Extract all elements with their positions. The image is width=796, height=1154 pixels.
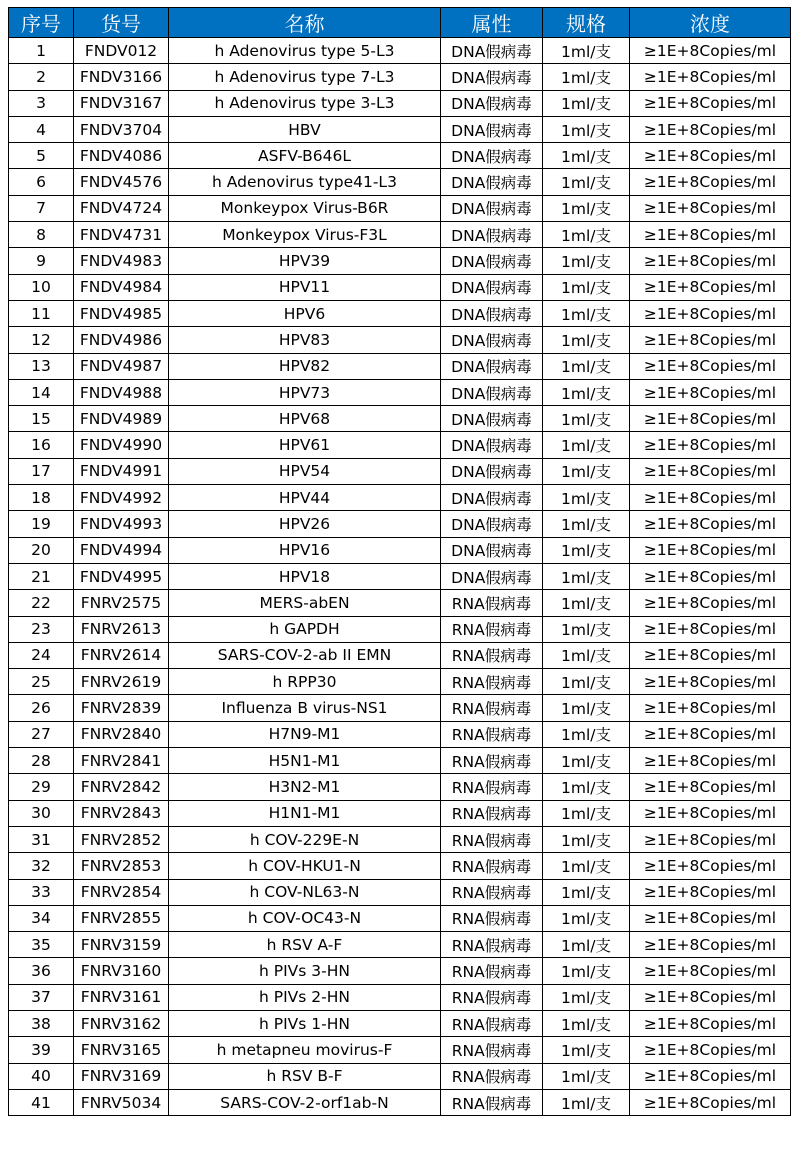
- cell-catalog-number: FNDV4985: [74, 300, 169, 326]
- cell-catalog-number: FNDV4576: [74, 169, 169, 195]
- table-row: [9, 826, 791, 852]
- table-row: [9, 1089, 791, 1115]
- cell-concentration: ≥1E+8Copies/ml: [630, 1037, 791, 1063]
- cell-index: 10: [9, 274, 74, 300]
- cell-attribute: DNA假病毒: [441, 511, 543, 537]
- cell-specification: 1ml/支: [543, 64, 630, 90]
- table-row: [9, 721, 791, 747]
- cell-catalog-number: FNRV2839: [74, 695, 169, 721]
- cell-specification: 1ml/支: [543, 300, 630, 326]
- cell-attribute: DNA假病毒: [441, 300, 543, 326]
- cell-catalog-number: FNRV2843: [74, 800, 169, 826]
- cell-index: 33: [9, 879, 74, 905]
- cell-attribute: DNA假病毒: [441, 274, 543, 300]
- table-row: [9, 537, 791, 563]
- table-row: [9, 353, 791, 379]
- cell-index: 35: [9, 932, 74, 958]
- cell-name: HBV: [169, 116, 441, 142]
- cell-attribute: DNA假病毒: [441, 458, 543, 484]
- cell-name: HPV6: [169, 300, 441, 326]
- cell-name: h GAPDH: [169, 616, 441, 642]
- cell-concentration: ≥1E+8Copies/ml: [630, 327, 791, 353]
- cell-attribute: RNA假病毒: [441, 616, 543, 642]
- cell-specification: 1ml/支: [543, 432, 630, 458]
- table-row: [9, 116, 791, 142]
- cell-attribute: DNA假病毒: [441, 90, 543, 116]
- cell-name: h RPP30: [169, 669, 441, 695]
- cell-index: 37: [9, 984, 74, 1010]
- header-attribute: 属性: [441, 8, 543, 38]
- cell-concentration: ≥1E+8Copies/ml: [630, 695, 791, 721]
- cell-attribute: DNA假病毒: [441, 537, 543, 563]
- cell-specification: 1ml/支: [543, 327, 630, 353]
- cell-catalog-number: FNRV2842: [74, 774, 169, 800]
- cell-attribute: RNA假病毒: [441, 1089, 543, 1115]
- cell-specification: 1ml/支: [543, 458, 630, 484]
- cell-name: h PIVs 2-HN: [169, 984, 441, 1010]
- cell-name: h COV-NL63-N: [169, 879, 441, 905]
- cell-catalog-number: FNRV2619: [74, 669, 169, 695]
- cell-catalog-number: FNRV3169: [74, 1063, 169, 1089]
- cell-concentration: ≥1E+8Copies/ml: [630, 90, 791, 116]
- cell-attribute: RNA假病毒: [441, 774, 543, 800]
- cell-concentration: ≥1E+8Copies/ml: [630, 485, 791, 511]
- cell-specification: 1ml/支: [543, 248, 630, 274]
- table-row: [9, 169, 791, 195]
- cell-name: HPV83: [169, 327, 441, 353]
- cell-index: 22: [9, 590, 74, 616]
- table-row: [9, 932, 791, 958]
- cell-name: HPV68: [169, 406, 441, 432]
- cell-name: SARS-COV-2-ab II EMN: [169, 642, 441, 668]
- cell-concentration: ≥1E+8Copies/ml: [630, 721, 791, 747]
- cell-index: 30: [9, 800, 74, 826]
- cell-name: HPV18: [169, 563, 441, 589]
- cell-catalog-number: FNRV2613: [74, 616, 169, 642]
- cell-concentration: ≥1E+8Copies/ml: [630, 984, 791, 1010]
- cell-specification: 1ml/支: [543, 406, 630, 432]
- cell-specification: 1ml/支: [543, 1089, 630, 1115]
- cell-catalog-number: FNDV4724: [74, 195, 169, 221]
- cell-index: 17: [9, 458, 74, 484]
- cell-catalog-number: FNRV2852: [74, 826, 169, 852]
- cell-concentration: ≥1E+8Copies/ml: [630, 116, 791, 142]
- cell-specification: 1ml/支: [543, 669, 630, 695]
- cell-concentration: ≥1E+8Copies/ml: [630, 458, 791, 484]
- cell-specification: 1ml/支: [543, 1063, 630, 1089]
- header-name: 名称: [169, 8, 441, 38]
- cell-catalog-number: FNRV3165: [74, 1037, 169, 1063]
- cell-catalog-number: FNRV3160: [74, 958, 169, 984]
- cell-name: H1N1-M1: [169, 800, 441, 826]
- cell-name: h PIVs 3-HN: [169, 958, 441, 984]
- cell-attribute: RNA假病毒: [441, 879, 543, 905]
- cell-attribute: RNA假病毒: [441, 1010, 543, 1036]
- cell-name: Influenza B virus-NS1: [169, 695, 441, 721]
- cell-attribute: DNA假病毒: [441, 353, 543, 379]
- cell-index: 7: [9, 195, 74, 221]
- cell-name: h COV-OC43-N: [169, 905, 441, 931]
- cell-index: 41: [9, 1089, 74, 1115]
- cell-concentration: ≥1E+8Copies/ml: [630, 748, 791, 774]
- cell-specification: 1ml/支: [543, 774, 630, 800]
- cell-specification: 1ml/支: [543, 879, 630, 905]
- cell-concentration: ≥1E+8Copies/ml: [630, 669, 791, 695]
- cell-catalog-number: FNDV4086: [74, 143, 169, 169]
- cell-specification: 1ml/支: [543, 826, 630, 852]
- cell-specification: 1ml/支: [543, 853, 630, 879]
- table-row: [9, 379, 791, 405]
- cell-index: 16: [9, 432, 74, 458]
- cell-name: HPV54: [169, 458, 441, 484]
- cell-catalog-number: FNRV2854: [74, 879, 169, 905]
- table-row: [9, 300, 791, 326]
- cell-catalog-number: FNDV4987: [74, 353, 169, 379]
- cell-specification: 1ml/支: [543, 984, 630, 1010]
- cell-catalog-number: FNDV4988: [74, 379, 169, 405]
- header-index: 序号: [9, 8, 74, 38]
- cell-catalog-number: FNDV4995: [74, 563, 169, 589]
- cell-catalog-number: FNRV2575: [74, 590, 169, 616]
- cell-catalog-number: FNDV4990: [74, 432, 169, 458]
- cell-concentration: ≥1E+8Copies/ml: [630, 537, 791, 563]
- cell-attribute: DNA假病毒: [441, 248, 543, 274]
- cell-attribute: RNA假病毒: [441, 669, 543, 695]
- cell-name: h Adenovirus type 7-L3: [169, 64, 441, 90]
- cell-index: 14: [9, 379, 74, 405]
- cell-name: HPV73: [169, 379, 441, 405]
- cell-catalog-number: FNDV4991: [74, 458, 169, 484]
- cell-index: 28: [9, 748, 74, 774]
- cell-catalog-number: FNRV2841: [74, 748, 169, 774]
- table-row: [9, 1010, 791, 1036]
- cell-catalog-number: FNDV3167: [74, 90, 169, 116]
- cell-specification: 1ml/支: [543, 274, 630, 300]
- cell-index: 36: [9, 958, 74, 984]
- cell-attribute: DNA假病毒: [441, 64, 543, 90]
- cell-concentration: ≥1E+8Copies/ml: [630, 800, 791, 826]
- table-header-row: [9, 8, 791, 38]
- cell-index: 12: [9, 327, 74, 353]
- cell-index: 34: [9, 905, 74, 931]
- cell-name: ASFV-B646L: [169, 143, 441, 169]
- cell-catalog-number: FNDV3704: [74, 116, 169, 142]
- cell-attribute: DNA假病毒: [441, 38, 543, 64]
- table-row: [9, 748, 791, 774]
- cell-concentration: ≥1E+8Copies/ml: [630, 353, 791, 379]
- table-row: [9, 458, 791, 484]
- table-row: [9, 984, 791, 1010]
- cell-specification: 1ml/支: [543, 721, 630, 747]
- cell-attribute: RNA假病毒: [441, 853, 543, 879]
- cell-name: h metapneu movirus-F: [169, 1037, 441, 1063]
- table-row: [9, 958, 791, 984]
- cell-specification: 1ml/支: [543, 958, 630, 984]
- table-row: [9, 774, 791, 800]
- header-specification: 规格: [543, 8, 630, 38]
- cell-specification: 1ml/支: [543, 905, 630, 931]
- cell-concentration: ≥1E+8Copies/ml: [630, 826, 791, 852]
- cell-index: 23: [9, 616, 74, 642]
- table-row: [9, 853, 791, 879]
- cell-catalog-number: FNRV5034: [74, 1089, 169, 1115]
- cell-attribute: DNA假病毒: [441, 195, 543, 221]
- cell-specification: 1ml/支: [543, 222, 630, 248]
- cell-catalog-number: FNRV2840: [74, 721, 169, 747]
- table-row: [9, 195, 791, 221]
- cell-index: 19: [9, 511, 74, 537]
- cell-concentration: ≥1E+8Copies/ml: [630, 642, 791, 668]
- cell-concentration: ≥1E+8Copies/ml: [630, 64, 791, 90]
- cell-catalog-number: FNDV4994: [74, 537, 169, 563]
- cell-name: HPV11: [169, 274, 441, 300]
- cell-attribute: DNA假病毒: [441, 169, 543, 195]
- table-row: [9, 38, 791, 64]
- cell-catalog-number: FNRV2855: [74, 905, 169, 931]
- cell-name: Monkeypox Virus-F3L: [169, 222, 441, 248]
- cell-concentration: ≥1E+8Copies/ml: [630, 932, 791, 958]
- table-row: [9, 511, 791, 537]
- cell-attribute: DNA假病毒: [441, 116, 543, 142]
- table-row: [9, 143, 791, 169]
- cell-attribute: RNA假病毒: [441, 932, 543, 958]
- cell-catalog-number: FNRV3159: [74, 932, 169, 958]
- cell-concentration: ≥1E+8Copies/ml: [630, 1089, 791, 1115]
- cell-name: h COV-229E-N: [169, 826, 441, 852]
- cell-index: 3: [9, 90, 74, 116]
- cell-attribute: DNA假病毒: [441, 406, 543, 432]
- cell-concentration: ≥1E+8Copies/ml: [630, 511, 791, 537]
- cell-attribute: DNA假病毒: [441, 563, 543, 589]
- table-row: [9, 879, 791, 905]
- cell-specification: 1ml/支: [543, 616, 630, 642]
- cell-specification: 1ml/支: [543, 169, 630, 195]
- cell-catalog-number: FNDV4731: [74, 222, 169, 248]
- cell-index: 18: [9, 485, 74, 511]
- cell-specification: 1ml/支: [543, 563, 630, 589]
- table-row: [9, 800, 791, 826]
- cell-specification: 1ml/支: [543, 748, 630, 774]
- cell-name: H7N9-M1: [169, 721, 441, 747]
- cell-index: 13: [9, 353, 74, 379]
- cell-name: h Adenovirus type41-L3: [169, 169, 441, 195]
- cell-attribute: DNA假病毒: [441, 432, 543, 458]
- cell-concentration: ≥1E+8Copies/ml: [630, 274, 791, 300]
- cell-index: 1: [9, 38, 74, 64]
- cell-catalog-number: FNDV4989: [74, 406, 169, 432]
- cell-name: HPV39: [169, 248, 441, 274]
- cell-name: h RSV B-F: [169, 1063, 441, 1089]
- table-body: [9, 38, 791, 1116]
- cell-specification: 1ml/支: [543, 537, 630, 563]
- cell-catalog-number: FNRV3161: [74, 984, 169, 1010]
- cell-attribute: DNA假病毒: [441, 222, 543, 248]
- cell-concentration: ≥1E+8Copies/ml: [630, 1063, 791, 1089]
- cell-catalog-number: FNDV012: [74, 38, 169, 64]
- table-row: [9, 905, 791, 931]
- cell-index: 32: [9, 853, 74, 879]
- cell-concentration: ≥1E+8Copies/ml: [630, 248, 791, 274]
- cell-attribute: RNA假病毒: [441, 590, 543, 616]
- cell-concentration: ≥1E+8Copies/ml: [630, 853, 791, 879]
- cell-attribute: RNA假病毒: [441, 984, 543, 1010]
- header-catalog-number: 货号: [74, 8, 169, 38]
- cell-index: 6: [9, 169, 74, 195]
- cell-specification: 1ml/支: [543, 511, 630, 537]
- table-row: [9, 590, 791, 616]
- cell-name: HPV44: [169, 485, 441, 511]
- cell-index: 25: [9, 669, 74, 695]
- table-row: [9, 248, 791, 274]
- cell-attribute: DNA假病毒: [441, 379, 543, 405]
- cell-specification: 1ml/支: [543, 195, 630, 221]
- cell-catalog-number: FNDV4986: [74, 327, 169, 353]
- cell-attribute: RNA假病毒: [441, 800, 543, 826]
- cell-concentration: ≥1E+8Copies/ml: [630, 958, 791, 984]
- cell-name: h COV-HKU1-N: [169, 853, 441, 879]
- table-row: [9, 274, 791, 300]
- cell-name: H3N2-M1: [169, 774, 441, 800]
- cell-concentration: ≥1E+8Copies/ml: [630, 300, 791, 326]
- cell-name: SARS-COV-2-orf1ab-N: [169, 1089, 441, 1115]
- cell-specification: 1ml/支: [543, 642, 630, 668]
- cell-name: HPV26: [169, 511, 441, 537]
- cell-index: 38: [9, 1010, 74, 1036]
- cell-concentration: ≥1E+8Copies/ml: [630, 590, 791, 616]
- cell-specification: 1ml/支: [543, 800, 630, 826]
- cell-index: 4: [9, 116, 74, 142]
- cell-specification: 1ml/支: [543, 38, 630, 64]
- cell-index: 27: [9, 721, 74, 747]
- cell-concentration: ≥1E+8Copies/ml: [630, 616, 791, 642]
- cell-specification: 1ml/支: [543, 695, 630, 721]
- product-table: [8, 7, 791, 1116]
- cell-concentration: ≥1E+8Copies/ml: [630, 563, 791, 589]
- table-row: [9, 695, 791, 721]
- cell-name: HPV61: [169, 432, 441, 458]
- table-row: [9, 1037, 791, 1063]
- cell-specification: 1ml/支: [543, 116, 630, 142]
- cell-catalog-number: FNDV4993: [74, 511, 169, 537]
- cell-attribute: RNA假病毒: [441, 905, 543, 931]
- cell-specification: 1ml/支: [543, 90, 630, 116]
- cell-index: 21: [9, 563, 74, 589]
- cell-concentration: ≥1E+8Copies/ml: [630, 432, 791, 458]
- cell-attribute: DNA假病毒: [441, 327, 543, 353]
- table-row: [9, 327, 791, 353]
- cell-catalog-number: FNDV4992: [74, 485, 169, 511]
- cell-specification: 1ml/支: [543, 1010, 630, 1036]
- cell-index: 20: [9, 537, 74, 563]
- cell-specification: 1ml/支: [543, 590, 630, 616]
- cell-index: 8: [9, 222, 74, 248]
- cell-attribute: RNA假病毒: [441, 642, 543, 668]
- cell-concentration: ≥1E+8Copies/ml: [630, 169, 791, 195]
- cell-name: H5N1-M1: [169, 748, 441, 774]
- cell-index: 39: [9, 1037, 74, 1063]
- cell-attribute: RNA假病毒: [441, 1037, 543, 1063]
- table-row: [9, 616, 791, 642]
- cell-attribute: RNA假病毒: [441, 826, 543, 852]
- cell-specification: 1ml/支: [543, 1037, 630, 1063]
- cell-index: 26: [9, 695, 74, 721]
- cell-index: 11: [9, 300, 74, 326]
- cell-attribute: RNA假病毒: [441, 958, 543, 984]
- cell-index: 5: [9, 143, 74, 169]
- cell-specification: 1ml/支: [543, 379, 630, 405]
- cell-catalog-number: FNDV4984: [74, 274, 169, 300]
- cell-name: MERS-abEN: [169, 590, 441, 616]
- table-row: [9, 222, 791, 248]
- cell-index: 9: [9, 248, 74, 274]
- table-row: [9, 406, 791, 432]
- table-row: [9, 563, 791, 589]
- table-row: [9, 90, 791, 116]
- table-row: [9, 64, 791, 90]
- cell-index: 2: [9, 64, 74, 90]
- cell-concentration: ≥1E+8Copies/ml: [630, 774, 791, 800]
- cell-specification: 1ml/支: [543, 932, 630, 958]
- cell-index: 15: [9, 406, 74, 432]
- cell-attribute: RNA假病毒: [441, 748, 543, 774]
- cell-catalog-number: FNDV3166: [74, 64, 169, 90]
- cell-concentration: ≥1E+8Copies/ml: [630, 905, 791, 931]
- table-row: [9, 669, 791, 695]
- cell-concentration: ≥1E+8Copies/ml: [630, 38, 791, 64]
- cell-attribute: RNA假病毒: [441, 695, 543, 721]
- table-row: [9, 432, 791, 458]
- cell-catalog-number: FNRV2614: [74, 642, 169, 668]
- cell-catalog-number: FNRV2853: [74, 853, 169, 879]
- cell-attribute: DNA假病毒: [441, 143, 543, 169]
- table-row: [9, 1063, 791, 1089]
- cell-catalog-number: FNRV3162: [74, 1010, 169, 1036]
- cell-name: HPV16: [169, 537, 441, 563]
- cell-specification: 1ml/支: [543, 485, 630, 511]
- cell-attribute: DNA假病毒: [441, 485, 543, 511]
- cell-concentration: ≥1E+8Copies/ml: [630, 406, 791, 432]
- table-row: [9, 642, 791, 668]
- cell-concentration: ≥1E+8Copies/ml: [630, 222, 791, 248]
- cell-specification: 1ml/支: [543, 353, 630, 379]
- cell-name: h PIVs 1-HN: [169, 1010, 441, 1036]
- cell-name: Monkeypox Virus-B6R: [169, 195, 441, 221]
- cell-concentration: ≥1E+8Copies/ml: [630, 879, 791, 905]
- cell-name: h RSV A-F: [169, 932, 441, 958]
- header-concentration: 浓度: [630, 8, 791, 38]
- cell-concentration: ≥1E+8Copies/ml: [630, 143, 791, 169]
- cell-index: 40: [9, 1063, 74, 1089]
- cell-attribute: RNA假病毒: [441, 1063, 543, 1089]
- cell-name: h Adenovirus type 3-L3: [169, 90, 441, 116]
- cell-index: 31: [9, 826, 74, 852]
- table-row: [9, 485, 791, 511]
- cell-concentration: ≥1E+8Copies/ml: [630, 379, 791, 405]
- cell-name: HPV82: [169, 353, 441, 379]
- cell-specification: 1ml/支: [543, 143, 630, 169]
- cell-attribute: RNA假病毒: [441, 721, 543, 747]
- cell-index: 29: [9, 774, 74, 800]
- cell-concentration: ≥1E+8Copies/ml: [630, 1010, 791, 1036]
- cell-index: 24: [9, 642, 74, 668]
- cell-concentration: ≥1E+8Copies/ml: [630, 195, 791, 221]
- cell-catalog-number: FNDV4983: [74, 248, 169, 274]
- cell-name: h Adenovirus type 5-L3: [169, 38, 441, 64]
